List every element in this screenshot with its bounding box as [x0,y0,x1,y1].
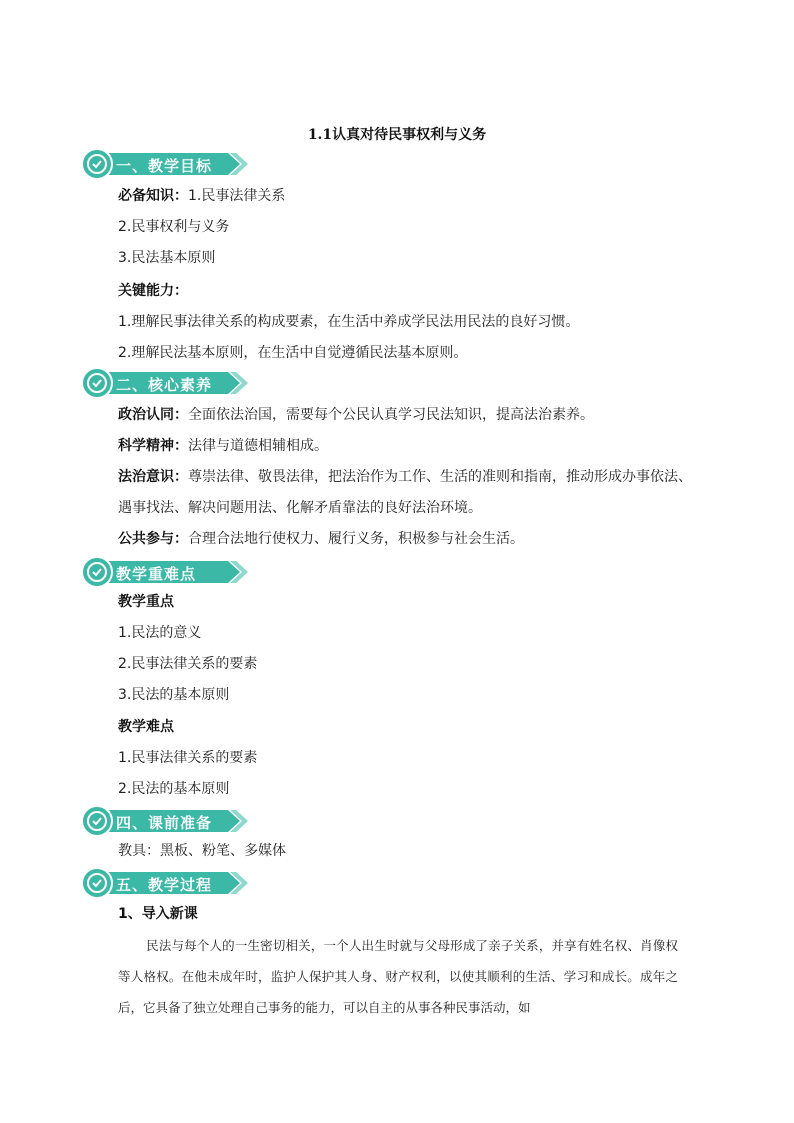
must-knowledge-item: 2.民事权利与义务 [118,219,230,235]
section-banner-objectives [80,147,250,181]
section-label: 教学重难点 [116,565,197,583]
section-banner-key-points [80,555,250,589]
science-spirit-line [118,437,328,455]
teaching-focus-item: 2.民事法律关系的要素 [118,656,258,672]
rule-awareness-label: 法治意识： [118,469,188,485]
key-ability-label: 关键能力： [118,283,188,299]
science-spirit-text: 法律与道德相辅相成。 [188,438,328,454]
section-banner-prep [80,804,250,838]
political-identity-text: 全面依法治国，需要每个公民认真学习民法知识，提高法治素养。 [188,407,594,423]
intro-paragraph-text: 民法与每个人的一生密切相关，一个人出生时就与父母形成了亲子关系，并享有姓名权、肖像权等人格权。在他未成年时，监护人保护其人身、财产权利，以使其顺利的生活、学习和成长。成年之后，它具备了独立处理自己事务的能力，可以自主的从事各种民事活动，如 [118,938,678,1015]
key-ability-item: 1.理解民事法律关系的构成要素，在生活中养成学民法用民法的良好习惯。 [118,314,580,330]
must-knowledge-line [118,187,285,205]
key-ability-item: 2.理解民法基本原则，在生活中自觉遵循民法基本原则。 [118,345,468,361]
science-spirit-label: 科学精神： [118,438,188,454]
must-knowledge-item: 1.民事法律关系 [188,188,286,204]
must-knowledge-label: 必备知识： [118,188,188,204]
rule-awareness-text: 尊崇法律、敬畏法律，把法治作为工作、生活的准则和指南，推动形成办事依法、 [188,469,692,485]
intro-heading: 1、导入新课 [118,906,198,922]
public-participation-text: 合理合法地行使权力、履行义务，积极参与社会生活。 [188,531,524,547]
document-title: 1.1认真对待民事权利与义务 [307,127,487,143]
must-knowledge-item: 3.民法基本原则 [118,250,216,266]
section-label: 四、课前准备 [116,814,213,832]
section-label: 一、教学目标 [116,157,213,175]
section-banner-process [80,866,250,900]
teaching-difficulty-item: 1.民事法律关系的要素 [118,750,258,766]
teaching-tools: 教具：黑板、粉笔、多媒体 [118,843,286,859]
section-label: 五、教学过程 [116,876,213,894]
teaching-difficulty-heading: 教学难点 [118,719,174,735]
teaching-focus-item: 3.民法的基本原则 [118,687,230,703]
intro-paragraph [118,930,678,1023]
teaching-focus-heading: 教学重点 [118,594,174,610]
political-identity-line [118,406,594,424]
teaching-focus-item: 1.民法的意义 [118,625,202,641]
rule-awareness-text-cont: 遇事找法、解决问题用法、化解矛盾靠法的良好法治环境。 [118,500,482,516]
section-label: 二、核心素养 [116,376,213,394]
political-identity-label: 政治认同： [118,407,188,423]
public-participation-line [118,530,524,548]
section-banner-literacy [80,366,250,400]
public-participation-label: 公共参与： [118,531,188,547]
rule-awareness-line [118,468,692,486]
teaching-difficulty-item: 2.民法的基本原则 [118,781,230,797]
